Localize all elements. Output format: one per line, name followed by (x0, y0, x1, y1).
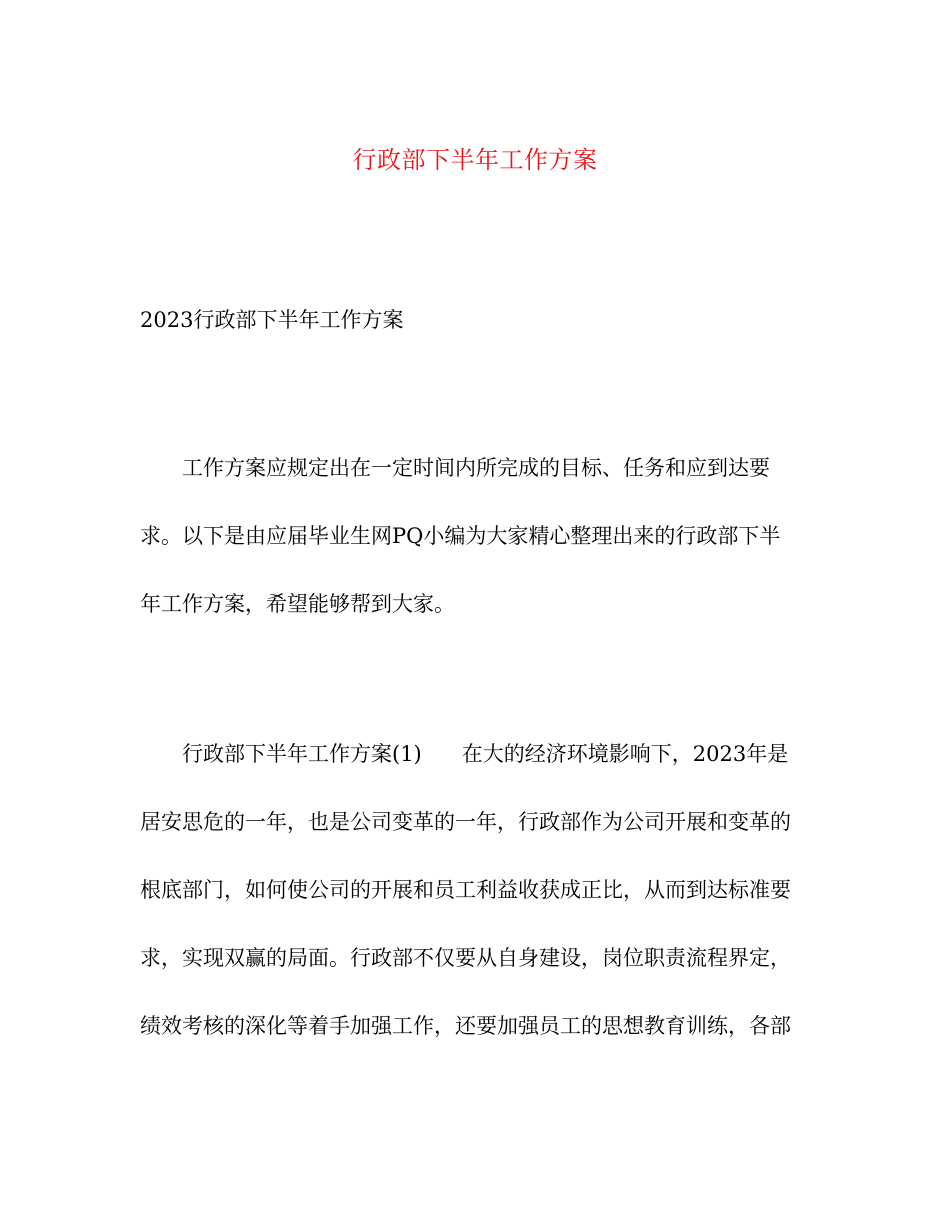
document-subtitle: 2023行政部下半年工作方案 (140, 308, 404, 332)
section1-first-line-rest: 在大的经济环境影响下，2023年是 (461, 742, 789, 766)
section1-line-3: 根底部门，如何使公司的开展和员工利益收获成正比，从而到达标准要 (140, 878, 791, 902)
intro-line-2: 求。以下是由应届毕业生网PQ小编为大家精心整理出来的行政部下半 (140, 524, 781, 548)
document-title: 行政部下半年工作方案 (352, 146, 598, 174)
intro-line-1: 工作方案应规定出在一定时间内所完成的目标、任务和应到达要 (182, 456, 770, 480)
section1-heading: 行政部下半年工作方案(1) (182, 742, 422, 766)
section1-line-5: 绩效考核的深化等着手加强工作，还要加强员工的思想教育训练，各部 (140, 1014, 791, 1038)
section1-line-4: 求，实现双赢的局面。行政部不仅要从自身建设，岗位职责流程界定， (140, 946, 791, 970)
section1-first-line (182, 734, 788, 774)
section1-line-2: 居安思危的一年，也是公司变革的一年，行政部作为公司开展和变革的 (140, 810, 791, 834)
intro-line-3: 年工作方案，希望能够帮到大家。 (140, 592, 455, 616)
